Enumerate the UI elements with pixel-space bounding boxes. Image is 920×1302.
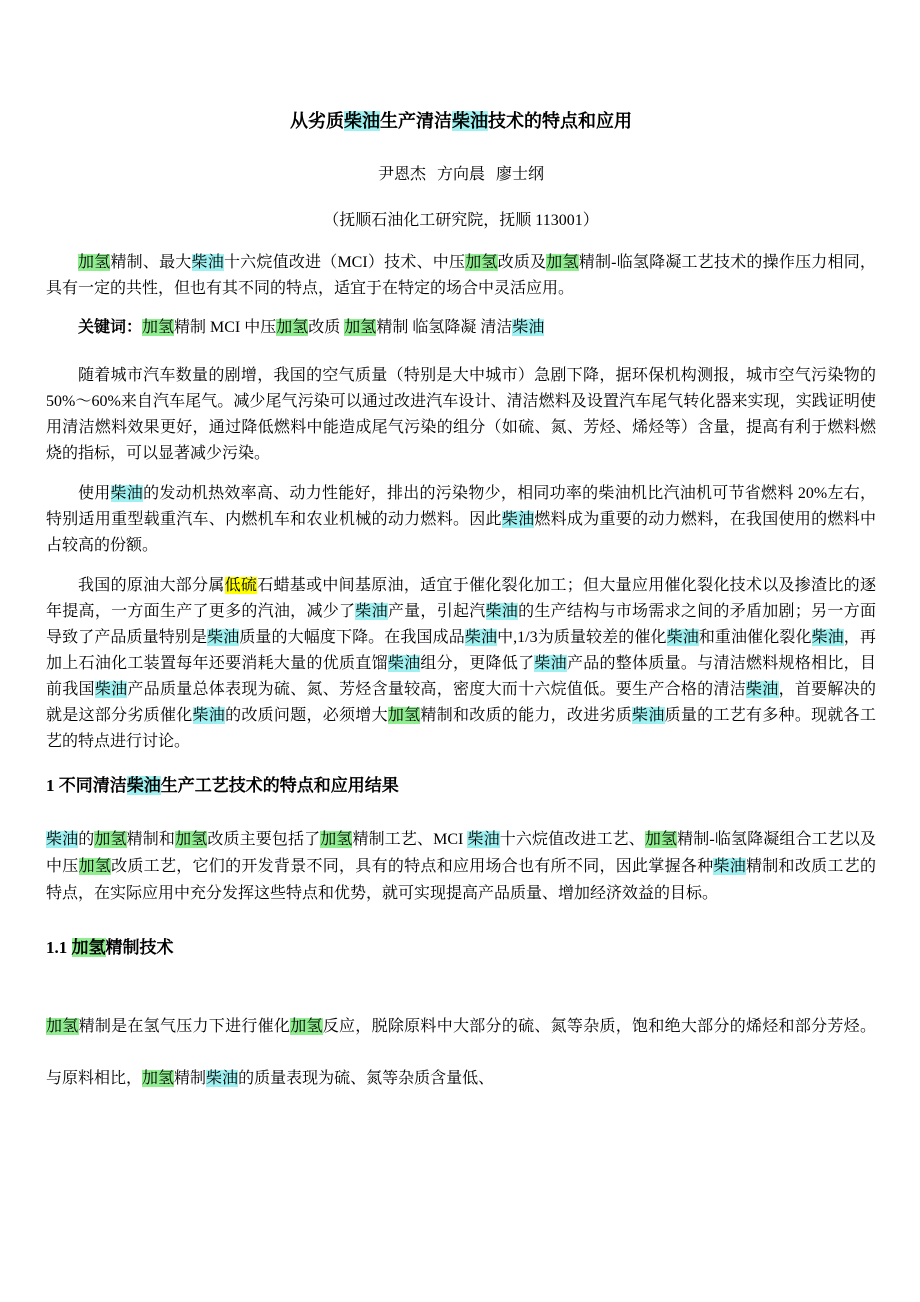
highlight-cyan-run: 柴油 (666, 629, 699, 646)
paragraph-air-quality (46, 363, 876, 467)
highlight-green-run: 加氢 (387, 707, 421, 724)
highlight-cyan-run: 柴油 (534, 655, 567, 672)
text-run: 改质 (308, 319, 345, 336)
highlight-green-run: 加氢 (465, 254, 498, 271)
highlight-green-run: 加氢 (71, 938, 106, 957)
affiliation-line (46, 208, 876, 234)
text-run: 精制技术 (105, 938, 174, 957)
highlight-green-run: 加氢 (276, 319, 309, 336)
highlight-green-run: 加氢 (546, 254, 579, 271)
text-run: 质量的大幅度下降。在我国成品 (239, 629, 465, 646)
highlight-green-run: 加氢 (320, 831, 353, 848)
highlight-green-run: 加氢 (78, 858, 112, 875)
section-heading-1 (46, 773, 876, 799)
text-run: 中,1/3为质量较差的催化 (497, 629, 667, 646)
text-run: （抚顺石油化工研究院，抚顺 113001） (323, 212, 599, 229)
text-run: 精制工艺、MCI (352, 831, 468, 848)
highlight-green-run: 加氢 (142, 1070, 175, 1087)
text-run: 改质主要包括了 (207, 831, 321, 848)
text-run: 产品的整体质量。与清洁燃料规格相比，目前我国 (46, 655, 876, 698)
text-run: 精制是在氢气压力下进行催化 (78, 1018, 291, 1035)
highlight-cyan-run: 柴油 (746, 681, 779, 698)
text-run: 产品质量总体表现为硫、氮、芳烃含量较高，密度大而十六烷值低。要生产合格的清洁 (127, 681, 746, 698)
highlight-green-run: 加氢 (290, 1018, 323, 1035)
highlight-green-run: 加氢 (78, 254, 111, 271)
paragraph-crude-oil-quality (46, 573, 876, 755)
highlight-cyan-run: 柴油 (512, 319, 545, 336)
text-run: 生产清洁 (380, 111, 452, 131)
text-run: 组分，更降低了 (420, 655, 535, 672)
abstract-paragraph (46, 250, 876, 302)
highlight-green-run: 加氢 (46, 1018, 79, 1035)
text-run: 精制 (174, 1070, 207, 1087)
paragraph-hydrofining (46, 1001, 876, 1105)
highlight-cyan-run: 柴油 (355, 603, 388, 620)
text-run: 生产工艺技术的特点和应用结果 (160, 776, 399, 795)
paragraph-diesel-engine (46, 481, 876, 559)
text-run: 的发动机热效率高、动力性能好，排出的污染物少，相同功率的柴油机比汽油机可节省燃料 20%左右，特别适用重型载重汽车、内燃机车和农业机械的动力燃料。因此 (46, 485, 876, 528)
highlight-green-run: 加氢 (644, 831, 678, 848)
text-run: 精制-临氢降凝工艺技术的操作压力相同，具有一定的共性，但也有其不同的特点，适宜于在特定的场合中灵活应用。 (46, 254, 876, 297)
text-run: 的生产结构与市场需求之间的矛盾加剧；另一方面导致了产品质量特别是 (46, 603, 876, 646)
text-run: 尹恩杰 方向晨 廖士纲 (377, 166, 544, 183)
highlight-cyan-run: 柴油 (501, 511, 535, 528)
highlight-cyan-run: 柴油 (126, 776, 161, 795)
text-run: 精制 临氢降凝 清洁 (376, 319, 513, 336)
text-run: 石蜡基或中间基原油，适宜于催化裂化加工；但大量应用催化裂化技术以及掺渣比的逐年提高，一方面生产了更多的汽油，减少了 (46, 577, 876, 620)
text-run: 1 不同清洁 (46, 776, 127, 795)
highlight-cyan-run: 柴油 (191, 254, 224, 271)
highlight-cyan-run: 柴油 (110, 485, 144, 502)
text-run: 使用 (78, 485, 111, 502)
text-run: ，首要解决的就是这部分劣质催化 (46, 681, 876, 724)
text-run: 和重油催化裂化 (698, 629, 812, 646)
highlight-green-run: 加氢 (344, 319, 377, 336)
text-run: 的改质问题，必须增大 (225, 707, 388, 724)
text-run: 关键词： (78, 319, 143, 336)
text-run: 的质量表现为硫、氮等杂质含量低、 (238, 1070, 495, 1087)
highlight-cyan-run: 柴油 (713, 858, 746, 875)
text-run: 精制 MCI 中压 (174, 319, 277, 336)
text-run: 改质工艺，它们的开发背景不同，具有的特点和应用场合也有所不同，因此掌握各种 (111, 858, 714, 875)
doc-title (46, 108, 876, 134)
highlight-cyan-run: 柴油 (344, 111, 380, 131)
highlight-cyan-run: 柴油 (811, 629, 844, 646)
text-run: 1.1 (46, 938, 72, 957)
highlight-cyan-run: 柴油 (46, 831, 79, 848)
highlight-cyan-run: 柴油 (467, 831, 500, 848)
text-run: 质量的工艺有多种。现就各工艺的特点进行讨论。 (46, 707, 876, 750)
text-run: 的 (78, 831, 95, 848)
highlight-green-run: 加氢 (142, 319, 175, 336)
text-run: 燃料成为重要的动力燃料，在我国使用的燃料中占较高的份额。 (46, 511, 876, 554)
highlight-cyan-run: 柴油 (464, 629, 498, 646)
highlight-cyan-run: 柴油 (94, 681, 128, 698)
highlight-cyan-run: 柴油 (632, 707, 665, 724)
keywords-line (46, 315, 876, 341)
highlight-cyan-run: 柴油 (452, 111, 488, 131)
section-heading-1-1 (46, 935, 876, 961)
highlight-cyan-run: 柴油 (387, 655, 421, 672)
text-run: 随着城市汽车数量的剧增，我国的空气质量（特别是大中城市）急剧下降，据环保机构测报，城市空气污染物的 50%～60%来自汽车尾气。减少尾气污染可以通过改进汽车设计、清洁燃料及设置汽车尾气转化器来实现，实践证明使用清洁燃料效果更好，通过降低燃料中能造成尾气污染的组分（如硫、氮、芳烃、烯烃等）含量，提高有利于燃料燃烧的指标，可以显著减少污染。 (46, 367, 876, 462)
text-run: 技术的特点和应用 (488, 111, 632, 131)
highlight-cyan-run: 柴油 (207, 629, 240, 646)
text-run: 十六烷值改进工艺、 (499, 831, 645, 848)
text-run: 精制-临氢降凝组合工艺以及中压 (46, 831, 876, 875)
text-run: 精制和改质工艺的特点，在实际应用中充分发挥这些特点和优势，就可实现提高产品质量、增加经济效益的目标。 (46, 858, 876, 902)
text-run: 反应，脱除原料中大部分的硫、氮等杂质，饱和绝大部分的烯烃和部分芳烃。与原料相比， (46, 1018, 876, 1087)
highlight-yellow-run: 低硫 (224, 577, 258, 594)
highlight-green-run: 加氢 (175, 831, 208, 848)
text-run: 十六烷值改进（MCI）技术、中压 (223, 254, 466, 271)
highlight-cyan-run: 柴油 (485, 603, 519, 620)
text-run: 精制、最大 (110, 254, 192, 271)
authors-line (46, 162, 876, 188)
paragraph-process-overview (46, 826, 876, 907)
text-run: 我国的原油大部分属 (78, 577, 225, 594)
highlight-green-run: 加氢 (94, 831, 127, 848)
text-run: 精制和改质的能力，改进劣质 (420, 707, 633, 724)
highlight-cyan-run: 柴油 (192, 707, 226, 724)
text-run: 产量，引起汽 (387, 603, 486, 620)
text-run: 从劣质 (290, 111, 344, 131)
text-run: 改质及 (497, 254, 547, 271)
highlight-cyan-run: 柴油 (206, 1070, 239, 1087)
text-run: ，再加上石油化工装置每年还要消耗大量的优质直馏 (46, 629, 876, 672)
text-run: 精制和 (126, 831, 176, 848)
